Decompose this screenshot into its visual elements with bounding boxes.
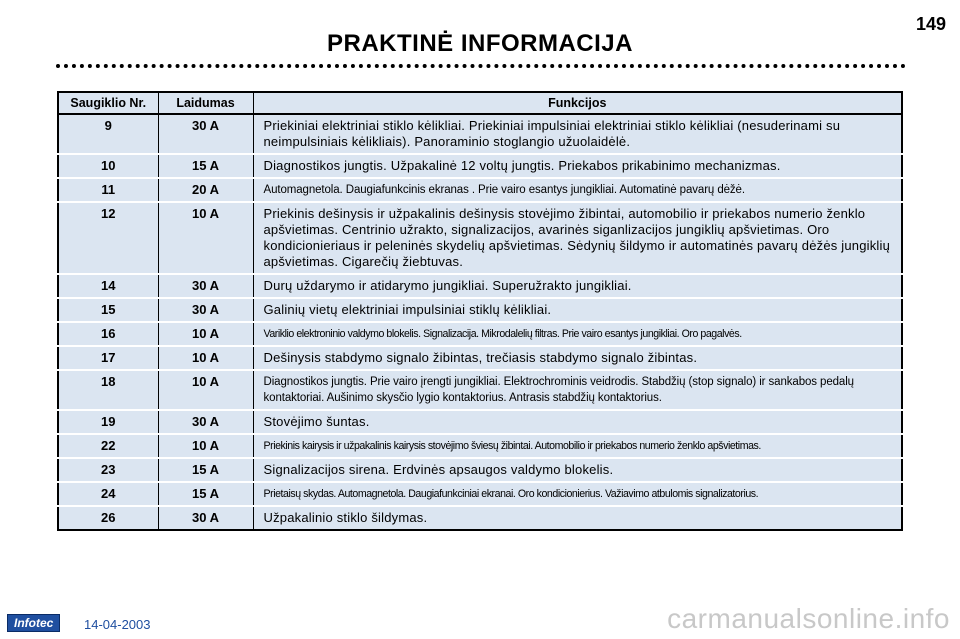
table-row xyxy=(58,370,902,410)
dotted-divider xyxy=(56,64,906,68)
fuse-functions: Užpakalinio stiklo šildymas. xyxy=(263,510,428,525)
fuse-rating: 15 A xyxy=(158,458,253,482)
fuse-functions: Galinių vietų elektriniai impulsiniai stiklų kėlikliai. xyxy=(253,298,902,322)
fuse-functions: Priekinis dešinysis ir užpakalinis dešinysis stovėjimo žibintai, automobilio ir priekabos numerio ženklo apšvietimas. Centrinio užrakto, signalizacijos, avarinės siganlizacijos jungiklių apšvietimas. Oro kondicionieriaus ir peleninės skydelių apšvietimas. Sėdynių šildymo ir automatinės pavarų dėžės jungiklių apšvietimas. Cigarečių žiebtuvas. xyxy=(253,202,902,274)
table-row xyxy=(58,458,902,482)
fuse-rating: 30 A xyxy=(158,410,253,434)
table-row xyxy=(58,506,902,530)
fuse-rating: 15 A xyxy=(158,154,253,178)
fuse-functions: Signalizacijos sirena. Erdvinės apsaugos valdymo blokelis. xyxy=(253,458,902,482)
fuse-rating: 30 A xyxy=(158,506,253,530)
fuse-rating: 20 A xyxy=(158,178,253,202)
publication-date: 14-04-2003 xyxy=(84,617,151,632)
fuse-number: 15 xyxy=(58,298,158,322)
fuse-number: 24 xyxy=(58,482,158,506)
table-row xyxy=(58,346,902,370)
table-header-row xyxy=(58,92,902,114)
table-row xyxy=(58,482,902,506)
fuse-functions: Stovėjimo šuntas. xyxy=(253,410,902,434)
table-row xyxy=(58,114,902,154)
fuse-number: 9 xyxy=(58,114,158,154)
fuse-functions: Dešinysis stabdymo signalo žibintas, trečiasis stabdymo signalo žibintas. xyxy=(253,346,902,370)
table-row xyxy=(58,274,902,298)
fuse-number: 22 xyxy=(58,434,158,458)
infotec-logo: Infotec xyxy=(7,614,60,632)
table-row xyxy=(58,298,902,322)
fuse-functions: Automagnetola. Daugiafunkcinis ekranas . Prie vairo esantys jungikliai. Automatinė pavarų dėžė. xyxy=(253,178,902,202)
fuse-number: 10 xyxy=(58,154,158,178)
table-row xyxy=(58,322,902,346)
fuse-rating: 30 A xyxy=(158,298,253,322)
page-title: PRAKTINĖ INFORMACIJA xyxy=(326,30,633,57)
fuse-rating: 30 A xyxy=(158,114,253,154)
fuse-number: 23 xyxy=(58,458,158,482)
fuse-number: 19 xyxy=(58,410,158,434)
column-header-functions: Funkcijos xyxy=(253,92,902,114)
fuse-functions: Diagnostikos jungtis. Užpakalinė 12 voltų jungtis. Priekabos prikabinimo mechanizmas. xyxy=(253,154,902,178)
watermark: carmanualsonline.info xyxy=(667,603,950,634)
page-number: 149 xyxy=(915,14,946,34)
fuse-rating: 10 A xyxy=(158,322,253,346)
table-row xyxy=(58,434,902,458)
fuse-functions: Diagnostikos jungtis. Prie vairo įrengti jungikliai. Elektrochrominis veidrodis. Stabdžių (stop signalo) ir sankabos pedalų kontaktoriai. Aušinimo skysčio lygio kontaktorius. Antrasis stabdžių kontaktorius. xyxy=(253,370,902,410)
table-row xyxy=(58,154,902,178)
fuse-number: 26 xyxy=(58,506,158,530)
fuse-rating: 10 A xyxy=(158,346,253,370)
fuse-number: 11 xyxy=(58,178,158,202)
fuse-rating: 30 A xyxy=(158,274,253,298)
fuse-rating: 10 A xyxy=(158,434,253,458)
column-header-fuse-number: Saugiklio Nr. xyxy=(58,92,158,114)
fuse-rating: 10 A xyxy=(158,370,253,410)
column-header-rating: Laidumas xyxy=(158,92,253,114)
table-row xyxy=(58,202,902,274)
fuse-rating: 15 A xyxy=(158,482,253,506)
table-row xyxy=(58,178,902,202)
table-row xyxy=(58,410,902,434)
fuse-number: 18 xyxy=(58,370,158,410)
fuse-number: 17 xyxy=(58,346,158,370)
fuse-number: 16 xyxy=(58,322,158,346)
fuse-number: 14 xyxy=(58,274,158,298)
fuse-functions: Priekiniai elektriniai stiklo kėlikliai. Priekiniai impulsiniai elektriniai stiklo kėlikliai (nesuderinami su neimpulsiniais kėlikliais). Panoraminio stoglangio užuolaidėlė. xyxy=(253,114,902,154)
fuse-number: 12 xyxy=(58,202,158,274)
fuse-functions: Priekinis kairysis ir užpakalinis kairysis stovėjimo šviesų žibintai. Automobilio ir priekabos numerio ženklo apšvietimas. xyxy=(253,434,902,458)
fuse-rating: 10 A xyxy=(158,202,253,274)
fuse-functions: Variklio elektroninio valdymo blokelis. Signalizacija. Mikrodalelių filtras. Prie vairo esantys jungikliai. Oro pagalvės. xyxy=(253,322,902,346)
fuse-functions: Prietaisų skydas. Automagnetola. Daugiafunkciniai ekranai. Oro kondicionierius. Važiavimo atbulomis signalizatorius. xyxy=(253,482,902,506)
fuse-functions: Durų uždarymo ir atidarymo jungikliai. Superužrakto jungikliai. xyxy=(253,274,902,298)
fuse-table xyxy=(57,91,903,531)
